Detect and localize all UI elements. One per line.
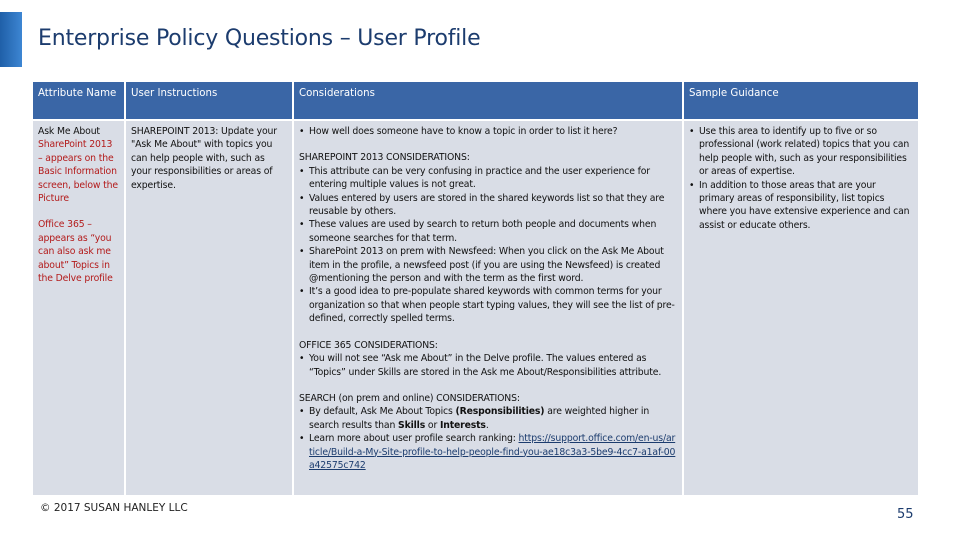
page-number: 55 — [897, 507, 914, 522]
search-considerations-heading: SEARCH (on prem and online) CONSIDERATIONS: — [299, 392, 520, 404]
header-considerations: Considerations — [293, 82, 683, 120]
office365-considerations-heading: OFFICE 365 CONSIDERATIONS: — [299, 339, 438, 351]
title-accent-bar — [0, 12, 22, 67]
list-item: • It’s a good idea to pre-populate shared keywords with common terms for your organization so that when people start typing values, they will see the list of pre-defined, correctly spelled terms. — [299, 285, 677, 325]
list-item: • In addition to those areas that are your primary areas of responsibility, list topics where you have extensive experience and can assist or educate others. — [689, 179, 913, 233]
search-considerations-list — [299, 405, 677, 472]
list-item: • Learn more about user profile search ranking: https://support.office.com/en-us/article/Build-a-My-Site-profile-to-help-people-find-you-ae18c3a3-5be9-4cc7-a1af-00a42575c742 — [299, 432, 677, 472]
table-row — [33, 120, 918, 495]
user-instructions-text: SHAREPOINT 2013: Update your "Ask Me About" with topics you can help people with, such as your responsibilities or areas of expertise. — [131, 126, 277, 191]
profile-search-ranking-link[interactable]: https://support.office.com/en-us/article/Build-a-My-Site-profile-to-help-people-find-you-ae18c3a3-5be9-4cc7-a1af-00a42575c742 — [309, 433, 676, 471]
list-item: • Use this area to identify up to five or so professional (work related) topics that you can help people with, such as your responsibilities or areas of expertise. — [689, 125, 913, 179]
header-sample-guidance: Sample Guidance — [683, 82, 918, 120]
office365-location-note: Office 365 – appears as “you can also ask me about” Topics in the Delve profile — [38, 219, 113, 285]
list-item: • By default, Ask Me About Topics (Responsibilities) are weighted higher in search results than Skills or Interests. — [299, 405, 677, 432]
sharepoint-considerations-heading: SHAREPOINT 2013 CONSIDERATIONS: — [299, 152, 470, 164]
copyright-footer: © 2017 SUSAN HANLEY LLC — [40, 502, 188, 514]
header-user-instructions: User Instructions — [125, 82, 293, 120]
list-item: • Values entered by users are stored in the shared keywords list so that they are reusable by others. — [299, 192, 677, 219]
considerations-cell — [293, 120, 683, 495]
office365-considerations-list — [299, 352, 677, 379]
policy-table — [33, 82, 918, 495]
list-item: • These values are used by search to return both people and documents when someone searches for that term. — [299, 218, 677, 245]
sharepoint-considerations-list — [299, 165, 677, 326]
list-item: • SharePoint 2013 on prem with Newsfeed: When you click on the Ask Me About item in the profile, a newsfeed post (if you are using the Newsfeed) is created @mentioning the person and with the term as the first word. — [299, 245, 677, 285]
instructions-cell — [125, 120, 293, 495]
attribute-name: Ask Me About — [38, 126, 100, 137]
sample-guidance-list — [689, 125, 913, 232]
list-item: • You will not see “Ask me About” in the Delve profile. The values entered as “Topics” under Skills are stored in the Ask me About/Responsibilities attribute. — [299, 352, 677, 379]
page-title: Enterprise Policy Questions – User Profile — [38, 26, 481, 51]
table-header-row — [33, 82, 918, 120]
sharepoint-location-note: SharePoint 2013 – appears on the Basic Information screen, below the Picture — [38, 139, 118, 205]
considerations-intro: • How well does someone have to know a topic in order to list it here? — [299, 125, 677, 138]
list-item: • This attribute can be very confusing in practice and the user experience for entering multiple values is not great. — [299, 165, 677, 192]
guidance-cell — [683, 120, 918, 495]
header-attribute-name: Attribute Name — [33, 82, 125, 120]
attribute-cell — [33, 120, 125, 495]
